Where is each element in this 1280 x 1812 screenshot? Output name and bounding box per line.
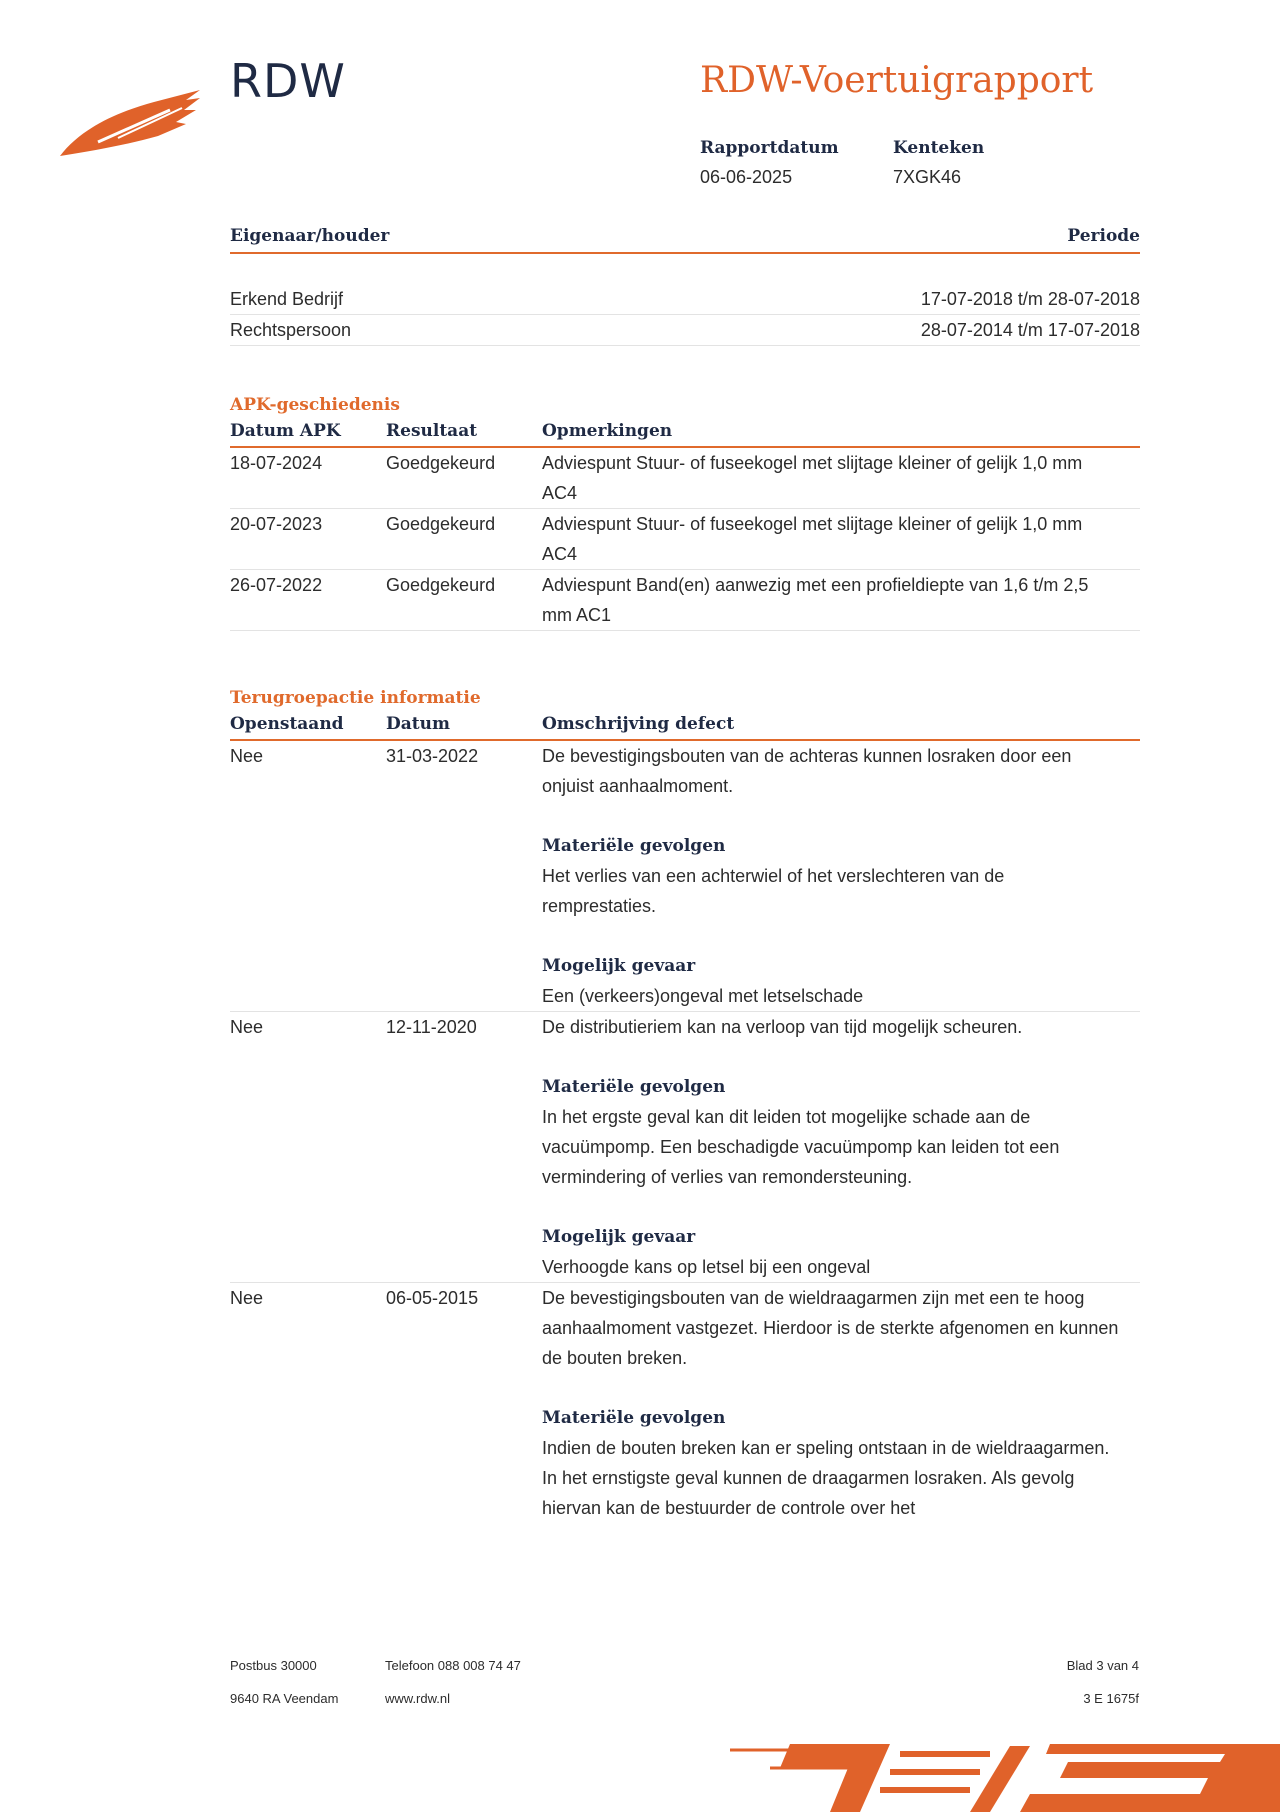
decorative-stripes-icon bbox=[730, 1738, 1280, 1812]
recall-col-defect: Omschrijving defect bbox=[542, 714, 1140, 740]
table-row bbox=[230, 509, 1140, 570]
apk-result: Goedgekeurd bbox=[386, 509, 542, 570]
table-row bbox=[230, 1012, 1140, 1283]
owner-period: 17-07-2018 t/m 28-07-2018 bbox=[920, 289, 1140, 309]
apk-date: 18-07-2024 bbox=[230, 447, 386, 509]
material-text: Het verlies van een achterwiel of het verslechteren van de remprestaties. bbox=[542, 866, 1005, 916]
recall-col-date: Datum bbox=[386, 714, 542, 740]
kenteken-label: Kenteken bbox=[893, 138, 985, 158]
owner-header bbox=[230, 226, 1140, 254]
footer-city: 9640 RA Veendam bbox=[230, 1691, 339, 1706]
owner-col-header: Eigenaar/houder bbox=[230, 226, 390, 246]
apk-result: Goedgekeurd bbox=[386, 447, 542, 509]
apk-table bbox=[230, 421, 1140, 631]
recall-defect: De distributieriem kan na verloop van tijd mogelijk scheuren. bbox=[542, 1017, 1023, 1037]
owner-name: Rechtspersoon bbox=[230, 320, 352, 340]
footer-website[interactable]: www.rdw.nl bbox=[385, 1691, 451, 1706]
table-row bbox=[230, 740, 1140, 1012]
apk-notes: Adviespunt Stuur- of fuseekogel met slijtage kleiner of gelijk 1,0 mm AC4 bbox=[542, 509, 1140, 570]
apk-title: APK-geschiedenis bbox=[230, 395, 400, 415]
apk-col-notes: Opmerkingen bbox=[542, 421, 1140, 447]
table-row bbox=[230, 447, 1140, 509]
apk-date: 20-07-2023 bbox=[230, 509, 386, 570]
recall-defect: De bevestigingsbouten van de wieldraagarmen zijn met een te hoog aanhaalmoment vastgezet. Hierdoor is de sterkte afgenomen en kunnen de bouten breken. bbox=[542, 1288, 1119, 1368]
danger-heading: Mogelijk gevaar bbox=[542, 1227, 696, 1247]
owner-row bbox=[230, 315, 1140, 346]
danger-heading: Mogelijk gevaar bbox=[542, 956, 696, 976]
recall-section bbox=[230, 688, 1140, 1523]
material-heading: Materiële gevolgen bbox=[542, 1077, 726, 1097]
danger-text: Een (verkeers)ongeval met letselschade bbox=[542, 986, 864, 1006]
kenteken-value: 7XGK46 bbox=[893, 167, 962, 187]
recall-date: 06-05-2015 bbox=[386, 1288, 479, 1308]
owner-period: 28-07-2014 t/m 17-07-2018 bbox=[920, 320, 1140, 340]
table-row bbox=[230, 1283, 1140, 1524]
recall-date: 31-03-2022 bbox=[386, 740, 542, 1012]
footer-postbus: Postbus 30000 bbox=[230, 1658, 317, 1673]
apk-result: Goedgekeurd bbox=[386, 570, 542, 631]
recall-table bbox=[230, 714, 1140, 1523]
apk-section bbox=[230, 395, 1140, 631]
recall-title: Terugroepactie informatie bbox=[230, 688, 481, 708]
table-row bbox=[230, 570, 1140, 631]
recall-defect: De bevestigingsbouten van de achteras kunnen losraken door een onjuist aanhaalmoment. bbox=[542, 746, 1072, 796]
apk-col-date: Datum APK bbox=[230, 421, 386, 447]
danger-text: Verhoogde kans op letsel bij een ongeval bbox=[542, 1257, 871, 1277]
period-col-header: Periode bbox=[1067, 226, 1140, 246]
footer-code: 3 E 1675f bbox=[1083, 1691, 1139, 1706]
material-text: In het ergste geval kan dit leiden tot mogelijke schade aan de vacuümpomp. Een beschadigde vacuümpomp kan leiden tot een vermindering of verlies van remondersteuning. bbox=[542, 1107, 1060, 1187]
footer-phone: Telefoon 088 008 74 47 bbox=[385, 1658, 521, 1673]
owner-section bbox=[230, 226, 1140, 346]
owner-name: Erkend Bedrijf bbox=[230, 289, 344, 309]
rdw-logo-icon bbox=[58, 80, 208, 160]
recall-col-open: Openstaand bbox=[230, 714, 386, 740]
recall-date: 12-11-2020 bbox=[386, 1012, 542, 1283]
apk-col-result: Resultaat bbox=[386, 421, 542, 447]
logo-text: RDW bbox=[230, 54, 346, 108]
material-text: Indien de bouten breken kan er speling ontstaan in de wieldraagarmen. In het ernstigste geval kunnen de draagarmen losraken. Als gevolg hiervan kan de bestuurder de controle over het bbox=[542, 1438, 1110, 1518]
apk-notes: Adviespunt Band(en) aanwezig met een profieldiepte van 1,6 t/m 2,5 mm AC1 bbox=[542, 570, 1140, 631]
material-heading: Materiële gevolgen bbox=[542, 836, 726, 856]
owner-row bbox=[230, 284, 1140, 315]
report-title: RDW-Voertuigrapport bbox=[700, 60, 1094, 101]
recall-open: Nee bbox=[230, 1012, 386, 1283]
recall-open: Nee bbox=[230, 1288, 264, 1308]
material-heading: Materiële gevolgen bbox=[542, 1408, 726, 1428]
footer-page: Blad 3 van 4 bbox=[1066, 1658, 1139, 1673]
recall-open: Nee bbox=[230, 740, 386, 1012]
rapportdatum-label: Rapportdatum bbox=[700, 138, 839, 158]
rapportdatum-value: 06-06-2025 bbox=[700, 167, 793, 187]
apk-notes: Adviespunt Stuur- of fuseekogel met slijtage kleiner of gelijk 1,0 mm AC4 bbox=[542, 447, 1140, 509]
apk-date: 26-07-2022 bbox=[230, 570, 386, 631]
